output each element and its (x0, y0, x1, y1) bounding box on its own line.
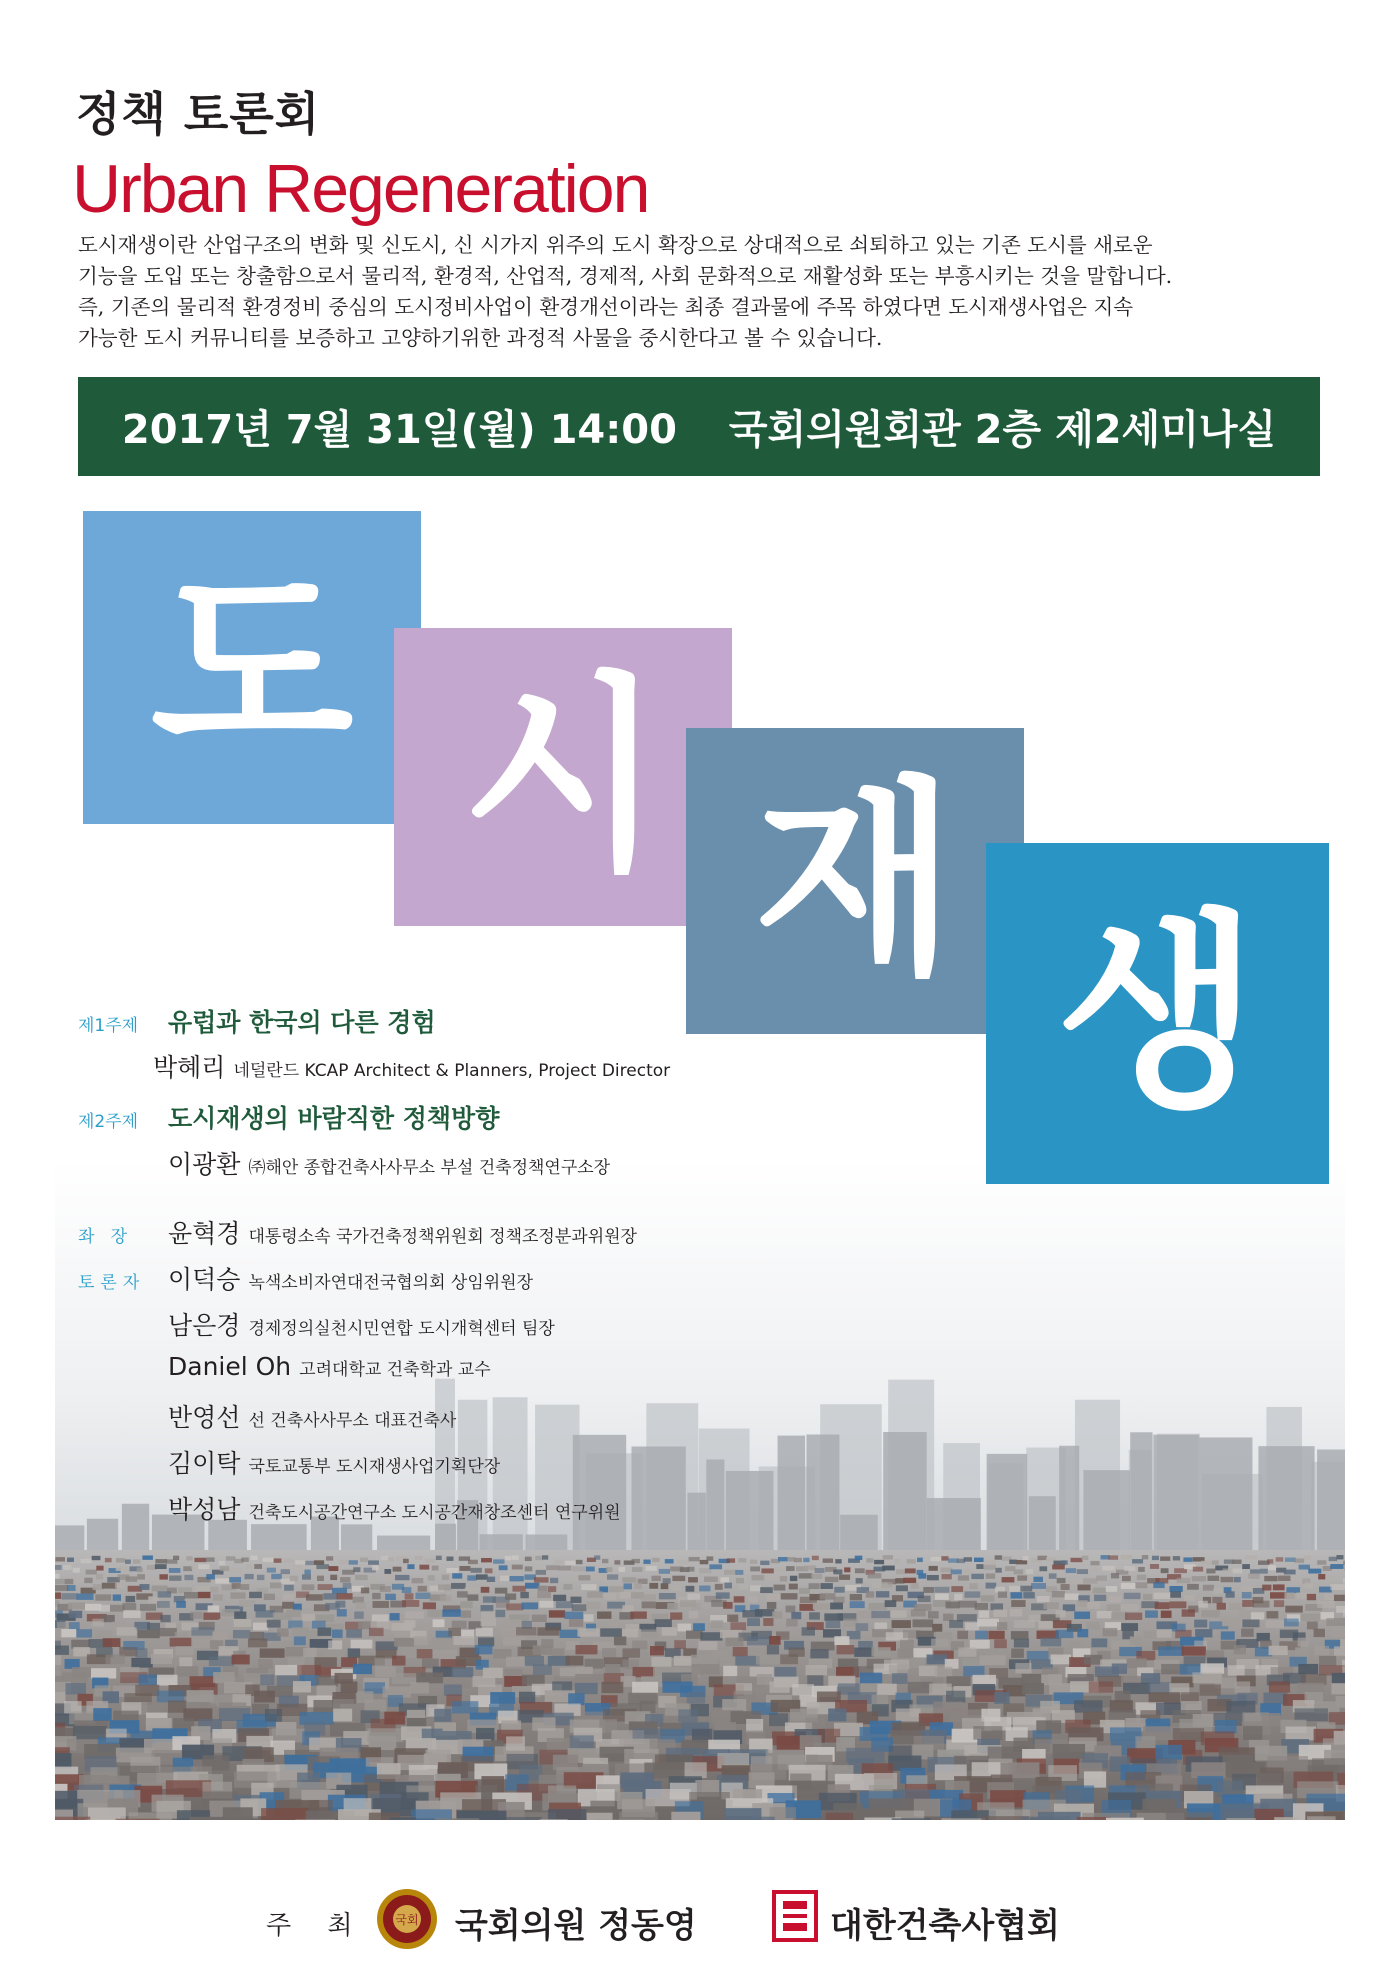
topic2-title: 도시재생의 바람직한 정책방향 (168, 1104, 500, 1133)
panelist-affiliation: 고려대학교 건축학과 교수 (299, 1360, 491, 1380)
panelist-row (168, 1306, 555, 1342)
page-title: 정책 토론회 (76, 87, 321, 141)
topic1-title: 유럽과 한국의 다른 경험 (168, 1008, 436, 1037)
panelist-name: 남은경 (168, 1311, 241, 1340)
panelist-row (168, 1398, 456, 1434)
host-name-1: 국회의원 정동영 (455, 1906, 697, 1946)
panelist-name: 박성남 (168, 1495, 241, 1524)
chair-name: 윤혁경 (168, 1219, 241, 1248)
panelist-affiliation: 건축도시공간연구소 도시공간재창조센터 연구위원 (248, 1503, 621, 1523)
panelist-affiliation: 경제정의실천시민연합 도시개혁센터 팀장 (248, 1319, 555, 1339)
speaker-affiliation: 네덜란드 KCAP Architect & Planners, Project Director (233, 1061, 671, 1081)
host-name-2: 대한건축사협회 (830, 1906, 1060, 1946)
title-tile-do: 도 (83, 511, 421, 824)
seal-text: 국회 (395, 1913, 419, 1927)
date-venue-banner (78, 377, 1320, 476)
panelist-row (168, 1260, 533, 1296)
panelist-affiliation: 국토교통부 도시재생사업기획단장 (248, 1457, 501, 1477)
national-assembly-seal-icon (376, 1888, 438, 1950)
chair-label: 좌 장 (78, 1227, 128, 1247)
intro-line: 즉, 기존의 물리적 환경정비 중심의 도시정비사업이 환경개선이라는 최종 결과물에 주목 하였다면 도시재생사업은 지속 (78, 295, 1134, 319)
panelist-row (168, 1444, 500, 1480)
panelist-name: Daniel Oh (168, 1352, 292, 1381)
panel-label: 토론자 (78, 1273, 146, 1293)
kira-logo-icon (772, 1890, 818, 1942)
chair-affiliation: 대통령소속 국가건축정책위원회 정책조정분과위원장 (248, 1227, 637, 1247)
english-subtitle: Urban Regeneration (72, 151, 649, 227)
chair-entry (168, 1214, 637, 1250)
topic2-speaker (168, 1145, 610, 1181)
intro-line: 가능한 도시 커뮤니티를 보증하고 고양하기위한 과정적 사물을 중시한다고 볼 수 있습니다. (78, 326, 883, 350)
intro-line: 도시재생이란 산업구조의 변화 및 신도시, 신 시가지 위주의 도시 확장으로 상대적으로 쇠퇴하고 있는 기존 도시를 새로운 (78, 233, 1153, 257)
panelist-row (168, 1352, 491, 1381)
panelist-row (168, 1490, 621, 1526)
panelist-affiliation: 선 건축사사무소 대표건축사 (248, 1411, 457, 1431)
topic2-label: 제2주제 (78, 1112, 139, 1132)
panelist-name: 이덕승 (168, 1265, 241, 1294)
title-tile-si: 시 (394, 628, 732, 926)
topic1-speaker (153, 1048, 670, 1084)
speaker-name: 박혜리 (153, 1053, 226, 1082)
panelist-affiliation: 녹색소비자연대전국협의회 상임위원장 (248, 1273, 534, 1293)
event-venue: 국회의원회관 2층 제2세미나실 (728, 407, 1277, 453)
title-tile-saeng: 생 (986, 843, 1329, 1184)
topic1-label: 제1주제 (78, 1016, 139, 1036)
intro-paragraph (78, 230, 1328, 354)
host-label: 주 최 (266, 1911, 367, 1941)
panelist-name: 김이탁 (168, 1449, 241, 1478)
intro-line: 기능을 도입 또는 창출함으로서 물리적, 환경적, 산업적, 경제적, 사회 문화적으로 재활성화 또는 부흥시키는 것을 말합니다. (78, 264, 1173, 288)
event-datetime: 2017년 7월 31일(월) 14:00 (121, 407, 677, 453)
panelist-name: 반영선 (168, 1403, 241, 1432)
title-tile-jae: 재 (686, 728, 1024, 1034)
speaker-name: 이광환 (168, 1150, 241, 1179)
speaker-affiliation: ㈜해안 종합건축사사무소 부설 건축정책연구소장 (248, 1158, 611, 1178)
